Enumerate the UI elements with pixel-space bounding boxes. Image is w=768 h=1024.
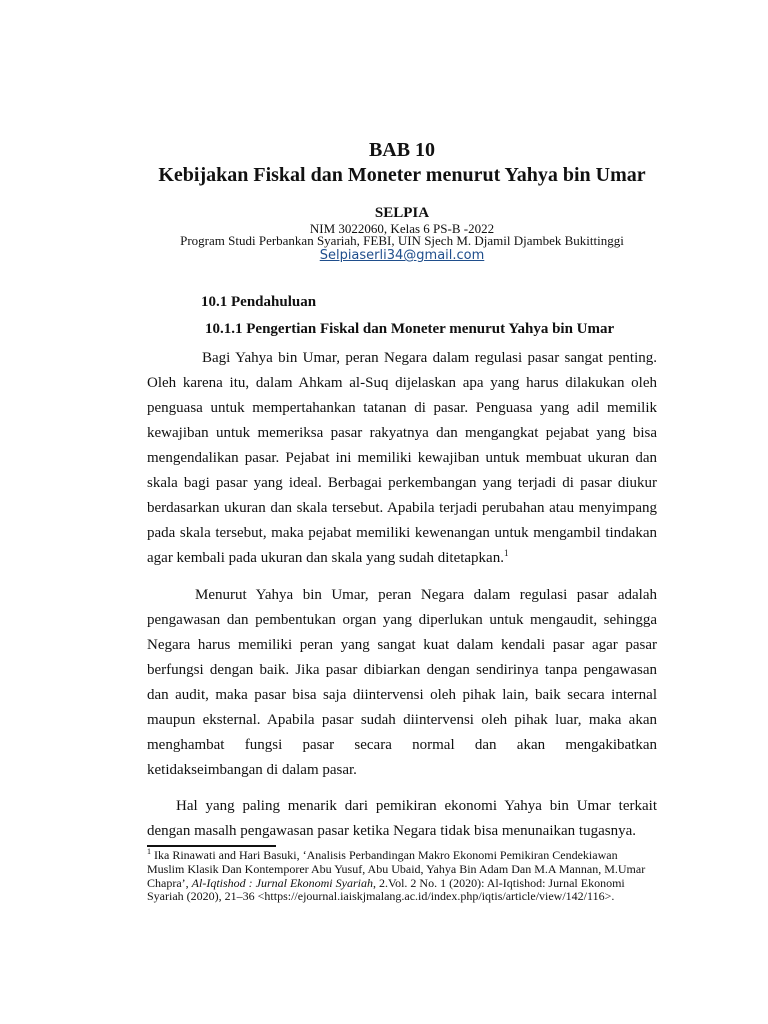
author-name: SELPIA (374, 205, 430, 221)
footnote (147, 849, 657, 904)
section-heading: 10.1 Pendahuluan (201, 294, 317, 310)
footnote-reference[interactable]: 1 (503, 548, 509, 558)
paragraph-2-text: Menurut Yahya bin Umar, peran Negara dalam regulasi pasar adalah pengawasan dan pembentukan organ yang diperlukan untuk mengaudit, sehingga Negara harus memiliki peran yang sangat kuat dalam kendali pasar agar pasar berfungsi dengan baik. Jika pasar dibiarkan dengan sendirinya tanpa pengawasan dan audit, maka pasar bisa saja diintervensi oleh pihak lain, baik secara internal maupun eksternal. Apabila pasar sudah diintervensi oleh pihak luar, maka akan menghambat fungsi pasar secara normal dan akan mengakibatkan ketidakseimbangan di dalam pasar. (147, 587, 657, 778)
footnote-text-a: Ika Rinawati and Hari Basuki, ‘Analisis Perbandingan Makro Ekonomi Pemikiran Cendekiawan Muslim Klasik Dan Kontemporer Abu Yusuf, Abu Ubaid, Yahya Bin Adam Dan M.A Mannan, M.Umar Chapra’, (147, 848, 646, 890)
paragraph-3-text: Hal yang paling menarik dari pemikiran ekonomi Yahya bin Umar terkait dengan masalh pengawasan pasar ketika Negara tidak bisa menunaikan tugasnya. (147, 798, 657, 839)
author-program: Program Studi Perbankan Syariah, FEBI, UIN Sjech M. Djamil Djambek Bukittinggi (180, 233, 624, 248)
author-email-link[interactable]: Selpiaserli34@gmail.com (319, 248, 485, 263)
author-nim: NIM 3022060, Kelas 6 PS-B -2022 (309, 221, 495, 236)
footnote-separator (147, 845, 276, 847)
chapter-title: Kebijakan Fiskal dan Moneter menurut Yahya bin Umar (158, 164, 646, 186)
paragraph-1 (147, 346, 657, 571)
chapter-number: BAB 10 (368, 139, 436, 161)
footnote-number: 1 (147, 847, 151, 856)
paragraph-1-text: Bagi Yahya bin Umar, peran Negara dalam regulasi pasar sangat penting. Oleh karena itu, dalam Ahkam al-Suq dijelaskan apa yang harus dilakukan oleh penguasa untuk mempertahankan tatanan di pasar. Penguasa yang adil memilik kewajiban untuk memeriksa pasar rakyatnya dan mengangkat pejabat yang bisa mengendalikan pasar. Pejabat ini memiliki kewajiban untuk membuat ukuran dan skala bagi pasar yang ideal. Berbagai perkembangan yang terjadi di pasar diukur berdasarkan ukuran dan skala tersebut. Apabila terjadi perubahan atau menyimpang pada skala tersebut, maka pejabat memiliki kewenangan untuk mengambil tindakan agar kembali pada ukuran dan skala yang sudah ditetapkan. (147, 350, 657, 566)
footnote-journal: Al-Iqtishod : Jurnal Ekonomi Syariah (191, 875, 373, 890)
footnote-text-b: , 2.Vol. 2 No. 1 (2020): Al-Iqtishod: Jurnal Ekonomi Syariah (2020), 21–36 <https://ejournal.iaiskjmalang.ac.id/index.php/iqtis/article/view/142/116>. (147, 875, 625, 904)
subsection-heading: 10.1.1 Pengertian Fiskal dan Moneter menurut Yahya bin Umar (205, 321, 615, 337)
paragraph-3 (147, 794, 657, 844)
paragraph-2 (147, 583, 657, 783)
